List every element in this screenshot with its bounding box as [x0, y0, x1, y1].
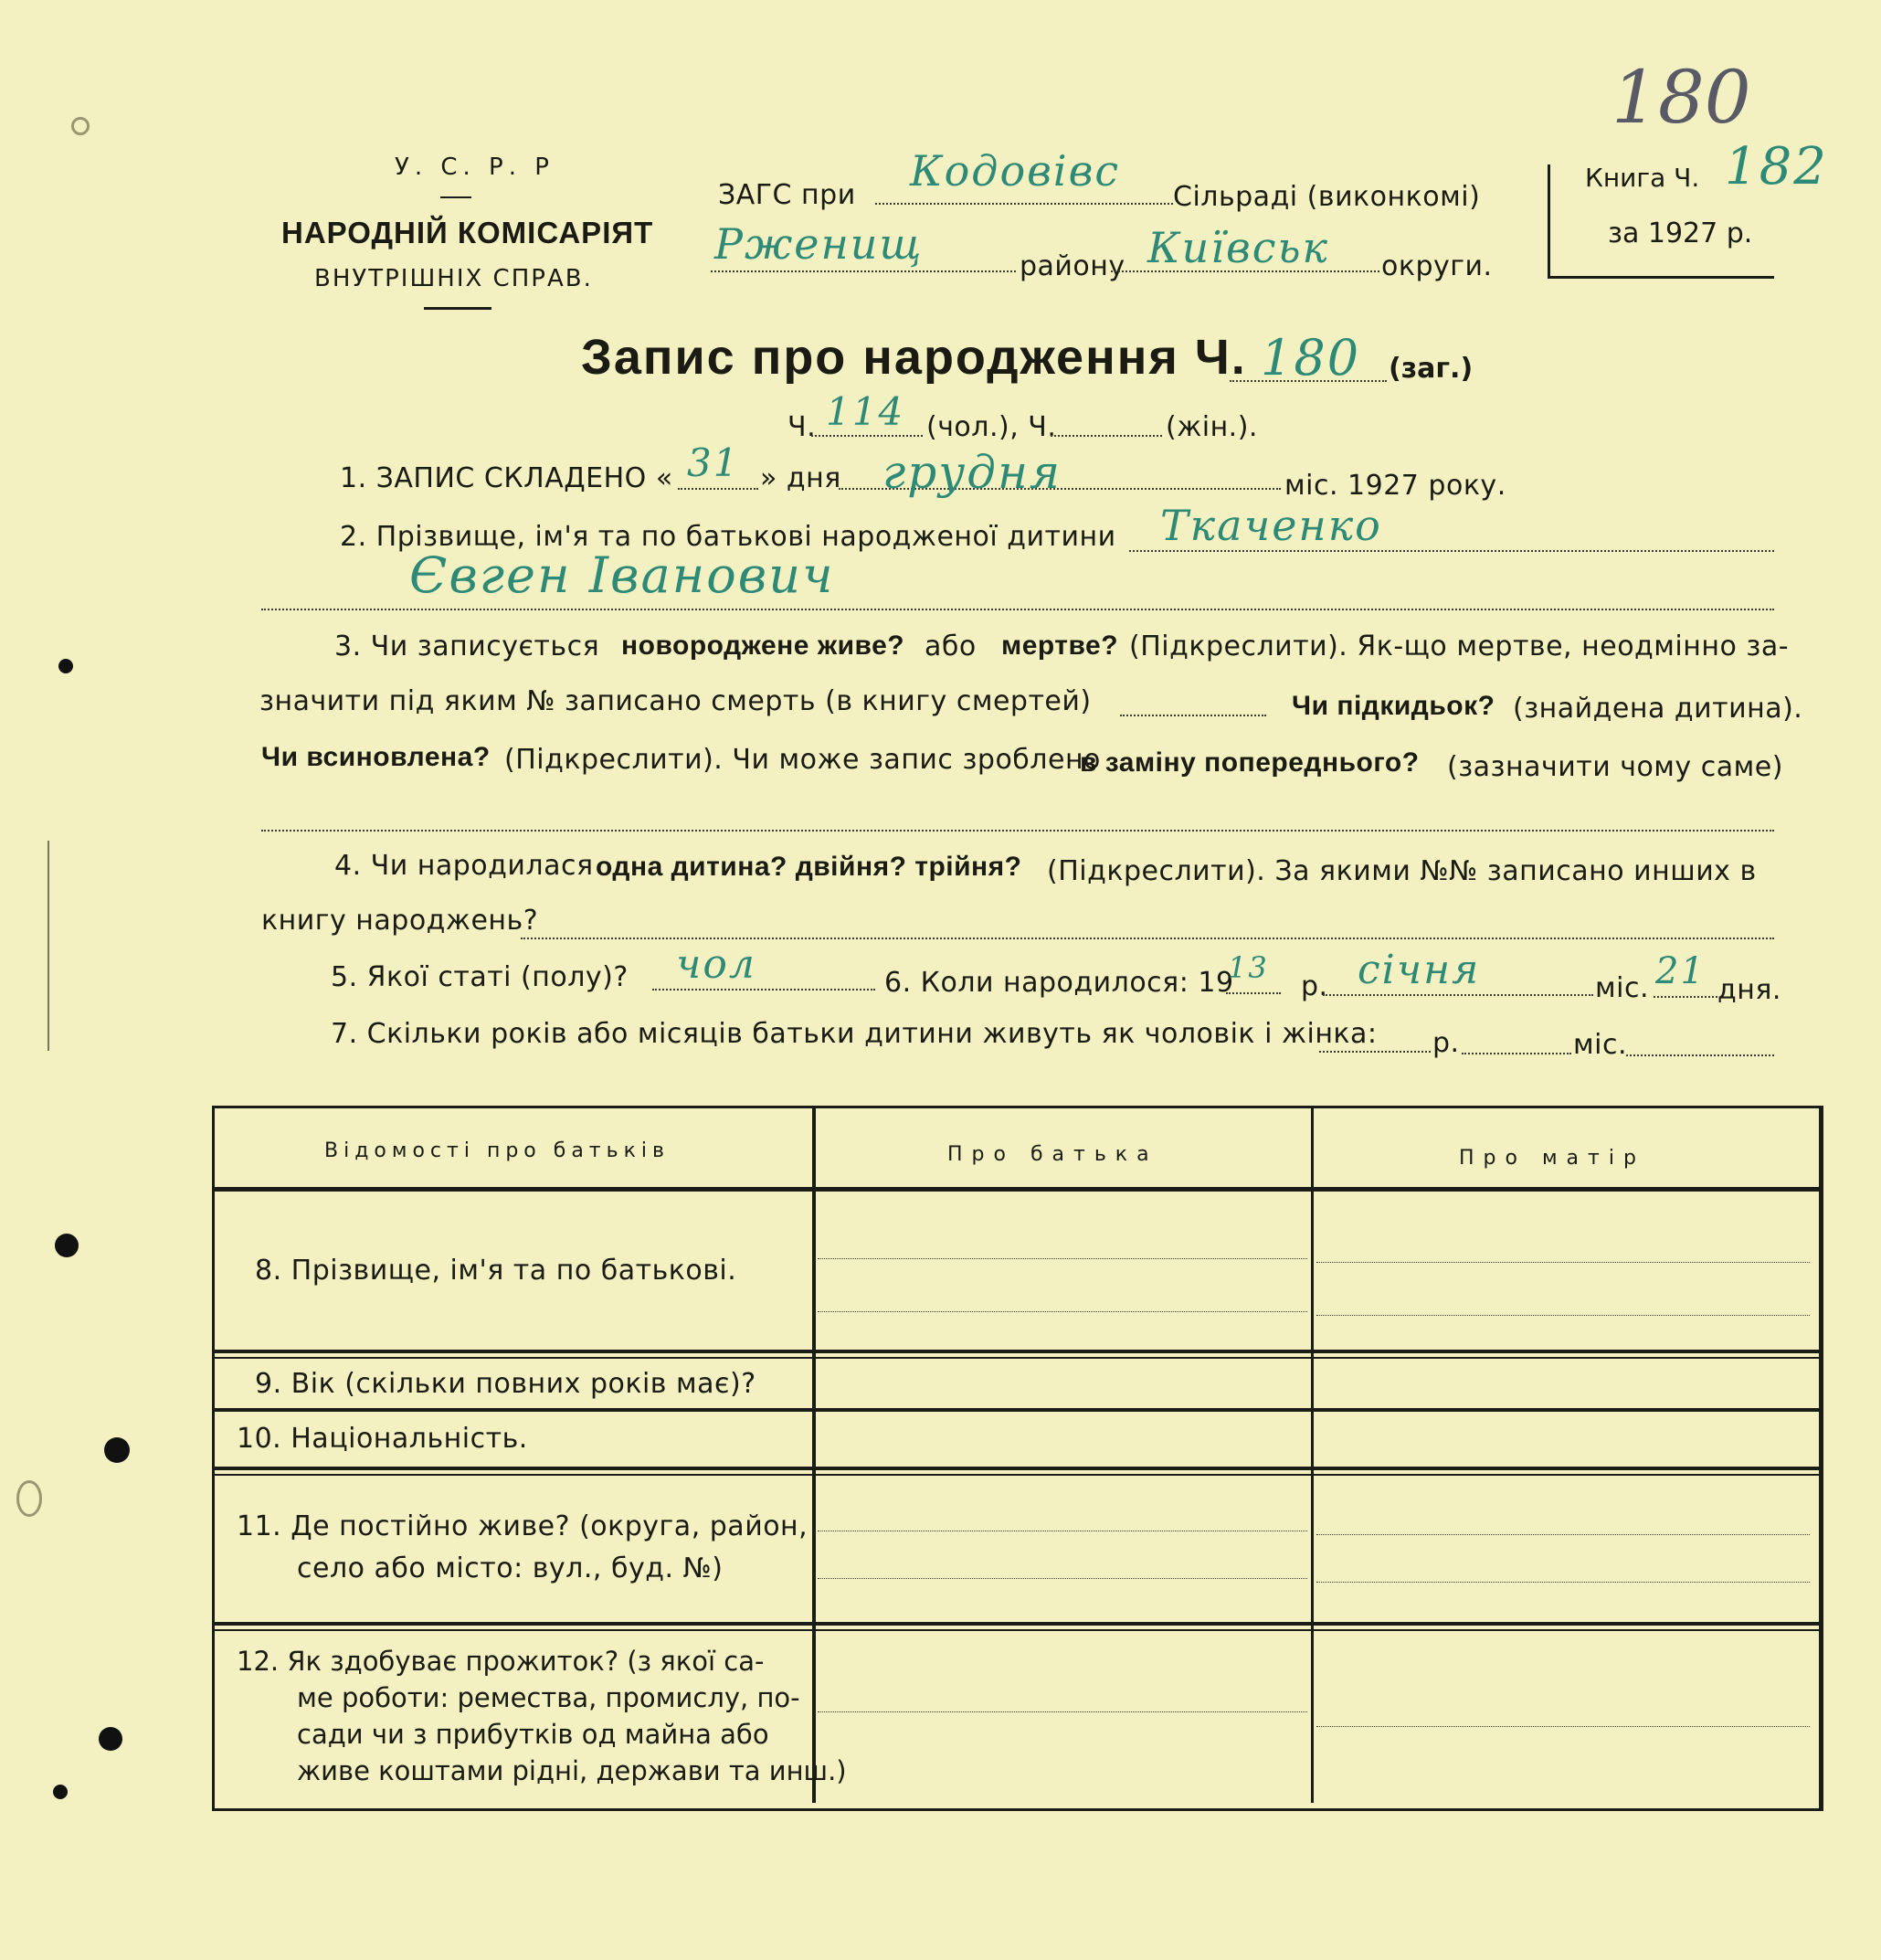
column-divider — [812, 1108, 816, 1803]
q5-handwritten: чол — [676, 941, 756, 988]
table-row-11-label-1: 11. Де постійно живе? (округа, район, — [237, 1510, 808, 1542]
father-name-field — [818, 1311, 1307, 1312]
q4-others-field — [521, 938, 1774, 939]
table-header-parents: Відомості про батьків — [324, 1139, 670, 1162]
table-row-8-label: 8. Прізвище, ім'я та по батькові. — [255, 1255, 737, 1287]
q1-prefix: 1. ЗАПИС СКЛАДЕНО « — [340, 462, 673, 494]
father-name-field — [818, 1258, 1307, 1259]
q3-line3-c: в заміну попереднього? — [1080, 747, 1420, 778]
table-row-12-label-2: ме роботи: ремества, промислу, по- — [297, 1682, 800, 1713]
q6-day-field — [1654, 996, 1717, 998]
q3-reason-field — [261, 830, 1774, 832]
paper-mark — [71, 117, 90, 135]
row-divider — [215, 1350, 1819, 1353]
punch-hole — [99, 1727, 122, 1751]
q3-line1-b: новороджене живе? — [621, 630, 905, 661]
book-number-handwritten: 182 — [1725, 137, 1828, 196]
q7-years-field — [1319, 1051, 1431, 1053]
q6-month-handwritten: січня — [1358, 947, 1481, 993]
female-number-field — [1051, 435, 1162, 437]
q7-label: 7. Скільки років або місяців батьки дитини живуть як чоловік і жінка: — [331, 1018, 1378, 1050]
divider — [424, 307, 491, 310]
record-title: Запис про народження Ч. — [581, 330, 1247, 385]
q3-line3-a: Чи всиновлена? — [261, 742, 491, 772]
q6-month-field — [1323, 994, 1593, 996]
row-divider — [215, 1357, 1819, 1359]
parents-table — [212, 1106, 1823, 1811]
male-label: (чол.), Ч. — [926, 411, 1057, 443]
q4-line1-c: (Підкреслити). За якими №№ записано инших в — [1047, 855, 1757, 887]
q5-field — [652, 989, 875, 991]
book-label: Книга Ч. — [1585, 163, 1700, 193]
council-handwritten: Кодовівс — [910, 146, 1121, 196]
q6-mis: міс. — [1595, 972, 1649, 1004]
q3-death-number-field — [1120, 715, 1266, 716]
q6-r: р. — [1301, 970, 1328, 1002]
q4-line2: книгу народжень? — [261, 905, 539, 937]
q2-surname-field — [1129, 550, 1774, 552]
mother-name-field — [1316, 1262, 1810, 1263]
q2-label: 2. Прізвище, ім'я та по батькові народженої дитини — [340, 521, 1116, 553]
row-divider — [215, 1467, 1819, 1470]
q2-name-handwritten: Євген Іванович — [409, 546, 835, 604]
district-field — [711, 270, 1016, 272]
male-number-field — [811, 435, 923, 437]
book-box-bottom — [1548, 276, 1774, 279]
table-row-10-label: 10. Національність. — [237, 1423, 528, 1455]
column-divider — [1311, 1108, 1314, 1803]
q6-year-handwritten: 13 — [1228, 950, 1269, 985]
book-year: за 1927 р. — [1608, 217, 1753, 249]
q7-r: р. — [1432, 1027, 1460, 1059]
q1-day-field — [678, 488, 758, 490]
q7-mis: міс. — [1573, 1029, 1627, 1061]
q3-line2-a: значити під яким № записано смерть (в книгу смертей) — [259, 685, 1092, 717]
record-title-suffix: (заг.) — [1389, 353, 1474, 385]
table-row-12-label-1: 12. Як здобуває прожиток? (з якої са- — [237, 1646, 765, 1677]
q3-line1-a: 3. Чи записується — [334, 630, 600, 662]
q5-label: 5. Якої статі (полу)? — [331, 961, 629, 993]
divider — [440, 196, 471, 198]
q6-dnya: дня. — [1717, 974, 1781, 1006]
q7-extra-field — [1626, 1054, 1774, 1056]
q2-name-field — [261, 609, 1774, 610]
q3-line1-e: (Підкреслити). Як-що мертве, неодмінно за- — [1129, 630, 1790, 662]
mother-address-field — [1316, 1582, 1810, 1583]
district-label: району — [1020, 250, 1125, 282]
punch-hole — [53, 1785, 68, 1799]
table-row-9-label: 9. Вік (скільки повних років має)? — [255, 1368, 756, 1400]
q3-line3-b: (Підкреслити). Чи може запис зроблено — [504, 744, 1101, 776]
female-label: (жін.). — [1166, 411, 1258, 443]
paper-fold — [48, 841, 49, 1051]
record-number-handwritten: 180 — [1261, 329, 1361, 387]
q3-line1-d: мертве? — [1001, 630, 1119, 661]
q6-year-field — [1226, 992, 1281, 994]
q1-suffix: міс. 1927 року. — [1284, 470, 1506, 502]
row-divider — [215, 1408, 1819, 1412]
q7-months-field — [1462, 1053, 1571, 1054]
table-row-11-label-2: село або місто: вул., буд. №) — [297, 1552, 724, 1584]
book-box-left — [1548, 164, 1550, 278]
council-suffix: Сільраді (виконкомі) — [1173, 181, 1481, 213]
table-row-12-label-3: сади чи з прибутків од майна або — [297, 1719, 769, 1750]
council-field — [875, 203, 1173, 205]
punch-hole — [55, 1234, 79, 1257]
father-address-field — [818, 1578, 1307, 1579]
commissariat-title: НАРОДНІЙ КОМІСАРІЯТ — [281, 216, 654, 249]
table-header-father: Про батька — [947, 1143, 1158, 1166]
q6-day-handwritten: 21 — [1655, 950, 1706, 992]
republic-label: У. С. Р. Р — [395, 154, 555, 181]
corner-number-handwritten: 180 — [1612, 55, 1751, 140]
paper-mark — [16, 1480, 42, 1517]
okrug-handwritten: Київськ — [1147, 223, 1329, 272]
row-divider — [215, 1629, 1819, 1631]
row-divider — [215, 1474, 1819, 1476]
q1-month-handwritten: грудня — [882, 446, 1062, 499]
q1-day-handwritten: 31 — [687, 440, 740, 485]
okrug-label: округи. — [1381, 250, 1493, 282]
table-header-mother: Про матір — [1459, 1147, 1645, 1170]
q3-line1-c: або — [925, 630, 977, 662]
commissariat-subtitle: ВНУТРІШНІХ СПРАВ. — [314, 265, 593, 292]
table-row-12-label-4: живе коштами рідні, держави та инш.) — [297, 1755, 847, 1786]
q4-line1-b: одна дитина? двійня? трійня? — [596, 852, 1022, 882]
mother-occupation-field — [1316, 1726, 1810, 1727]
q1-day-suffix: » дня — [760, 462, 841, 494]
male-number-prefix: Ч. — [787, 411, 817, 443]
father-occupation-field — [818, 1711, 1307, 1712]
q3-line2-b: Чи підкидьок? — [1292, 691, 1495, 721]
q4-line1-a: 4. Чи народилася — [334, 850, 594, 882]
district-handwritten: Рженищ — [714, 219, 924, 269]
header-divider — [215, 1187, 1819, 1192]
q3-line2-c: (знайдена дитина). — [1513, 693, 1803, 725]
q6-label: 6. Коли народилося: 19 — [884, 967, 1234, 999]
mother-name-field — [1316, 1315, 1810, 1316]
q2-surname-handwritten: Ткаченко — [1160, 501, 1382, 550]
mother-address-field — [1316, 1534, 1810, 1535]
male-number-handwritten: 114 — [826, 389, 905, 434]
punch-hole — [104, 1437, 130, 1463]
q3-line3-d: (зазначити чому саме) — [1447, 751, 1783, 783]
row-divider — [215, 1622, 1819, 1626]
punch-hole — [58, 659, 73, 673]
zags-prefix: ЗАГС при — [718, 179, 856, 211]
